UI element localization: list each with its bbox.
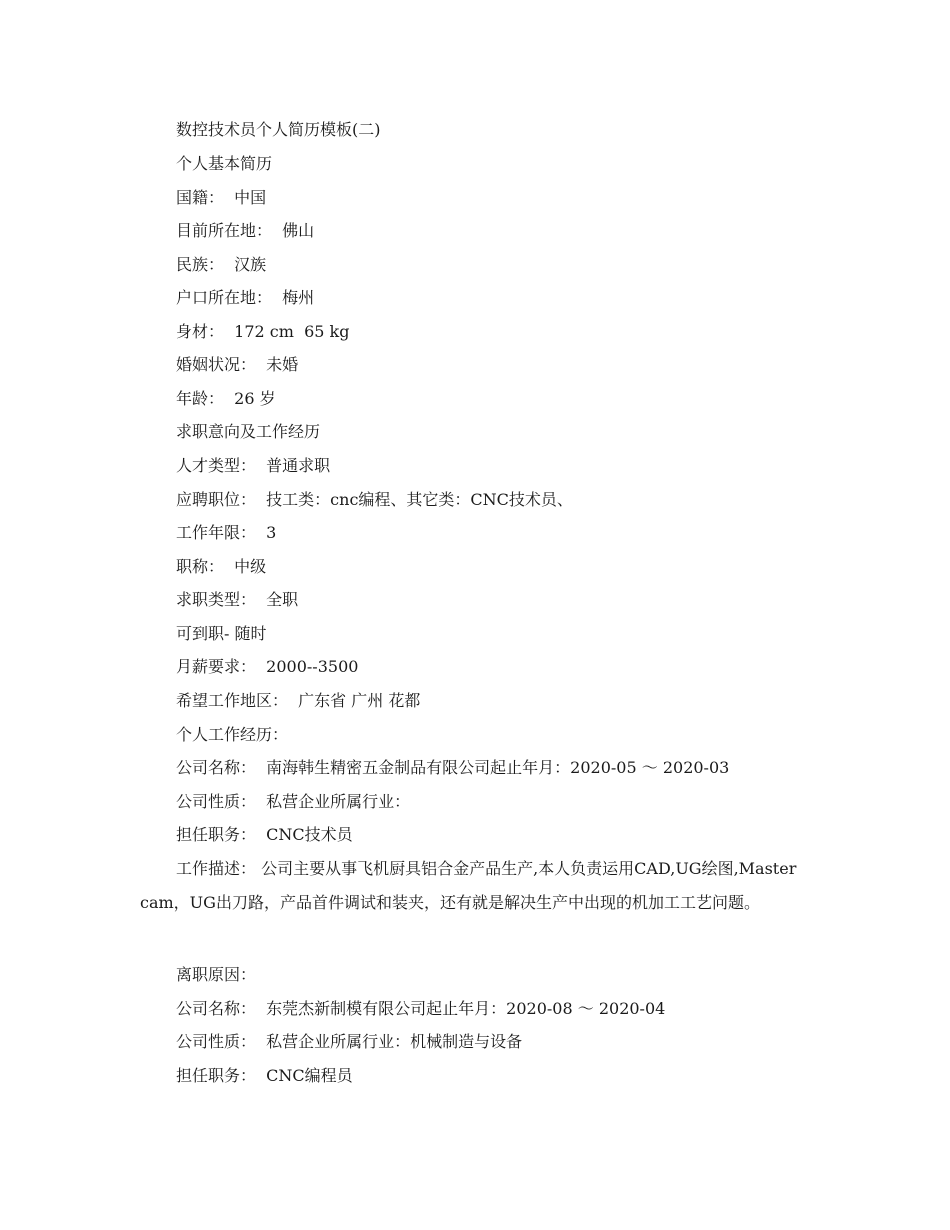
field-preferred-location: 希望工作地区： 广东省 广州 花都 <box>176 691 421 710</box>
field-ethnicity: 民族： 汉族 <box>176 255 267 274</box>
field-expected-salary: 月薪要求： 2000--3500 <box>176 657 359 676</box>
field-nationality: 国籍： 中国 <box>176 188 267 207</box>
job2-position: 担任职务： CNC编程员 <box>176 1066 353 1085</box>
job2-company-name: 公司名称： 东莞杰新制模有限公司起止年月：2020-08 ～ 2020-04 <box>176 999 666 1018</box>
field-job-type: 求职类型： 全职 <box>176 590 299 609</box>
job1-work-description: 工作描述： 公司主要从事飞机厨具铝合金产品生产,本人负责运用CAD,UG绘图,Master cam，UG出刀路，产品首件调试和装夹，还有就是解决生产中出现的机加工工艺问题。 <box>140 859 797 912</box>
section-heading-job-intention: 求职意向及工作经历 <box>176 422 321 441</box>
job1-leaving-reason: 离职原因： <box>176 965 257 984</box>
document-title: 数控技术员个人简历模板(二) <box>176 120 381 139</box>
job1-company-name: 公司名称： 南海韩生精密五金制品有限公司起止年月：2020-05 ～ 2020-03 <box>176 758 730 777</box>
job1-company-nature: 公司性质： 私营企业所属行业： <box>176 792 411 811</box>
field-height-weight: 身材： 172 cm 65 kg <box>176 322 350 341</box>
job1-position: 担任职务： CNC技术员 <box>176 825 353 844</box>
field-marital-status: 婚姻状况： 未婚 <box>176 355 299 374</box>
field-availability: 可到职- 随时 <box>176 624 267 643</box>
job2-company-nature: 公司性质： 私营企业所属行业：机械制造与设备 <box>176 1032 523 1051</box>
field-household-registration: 户口所在地： 梅州 <box>176 288 315 307</box>
field-age: 年龄： 26 岁 <box>176 389 276 408</box>
section-heading-basic-info: 个人基本简历 <box>176 154 273 173</box>
field-current-location: 目前所在地： 佛山 <box>176 221 315 240</box>
section-heading-work-experience: 个人工作经历： <box>176 725 289 744</box>
field-applied-position: 应聘职位： 技工类：cnc编程、其它类：CNC技术员、 <box>176 490 573 509</box>
field-work-years: 工作年限： 3 <box>176 523 277 542</box>
field-professional-title: 职称： 中级 <box>176 557 267 576</box>
field-talent-type: 人才类型： 普通求职 <box>176 456 331 475</box>
